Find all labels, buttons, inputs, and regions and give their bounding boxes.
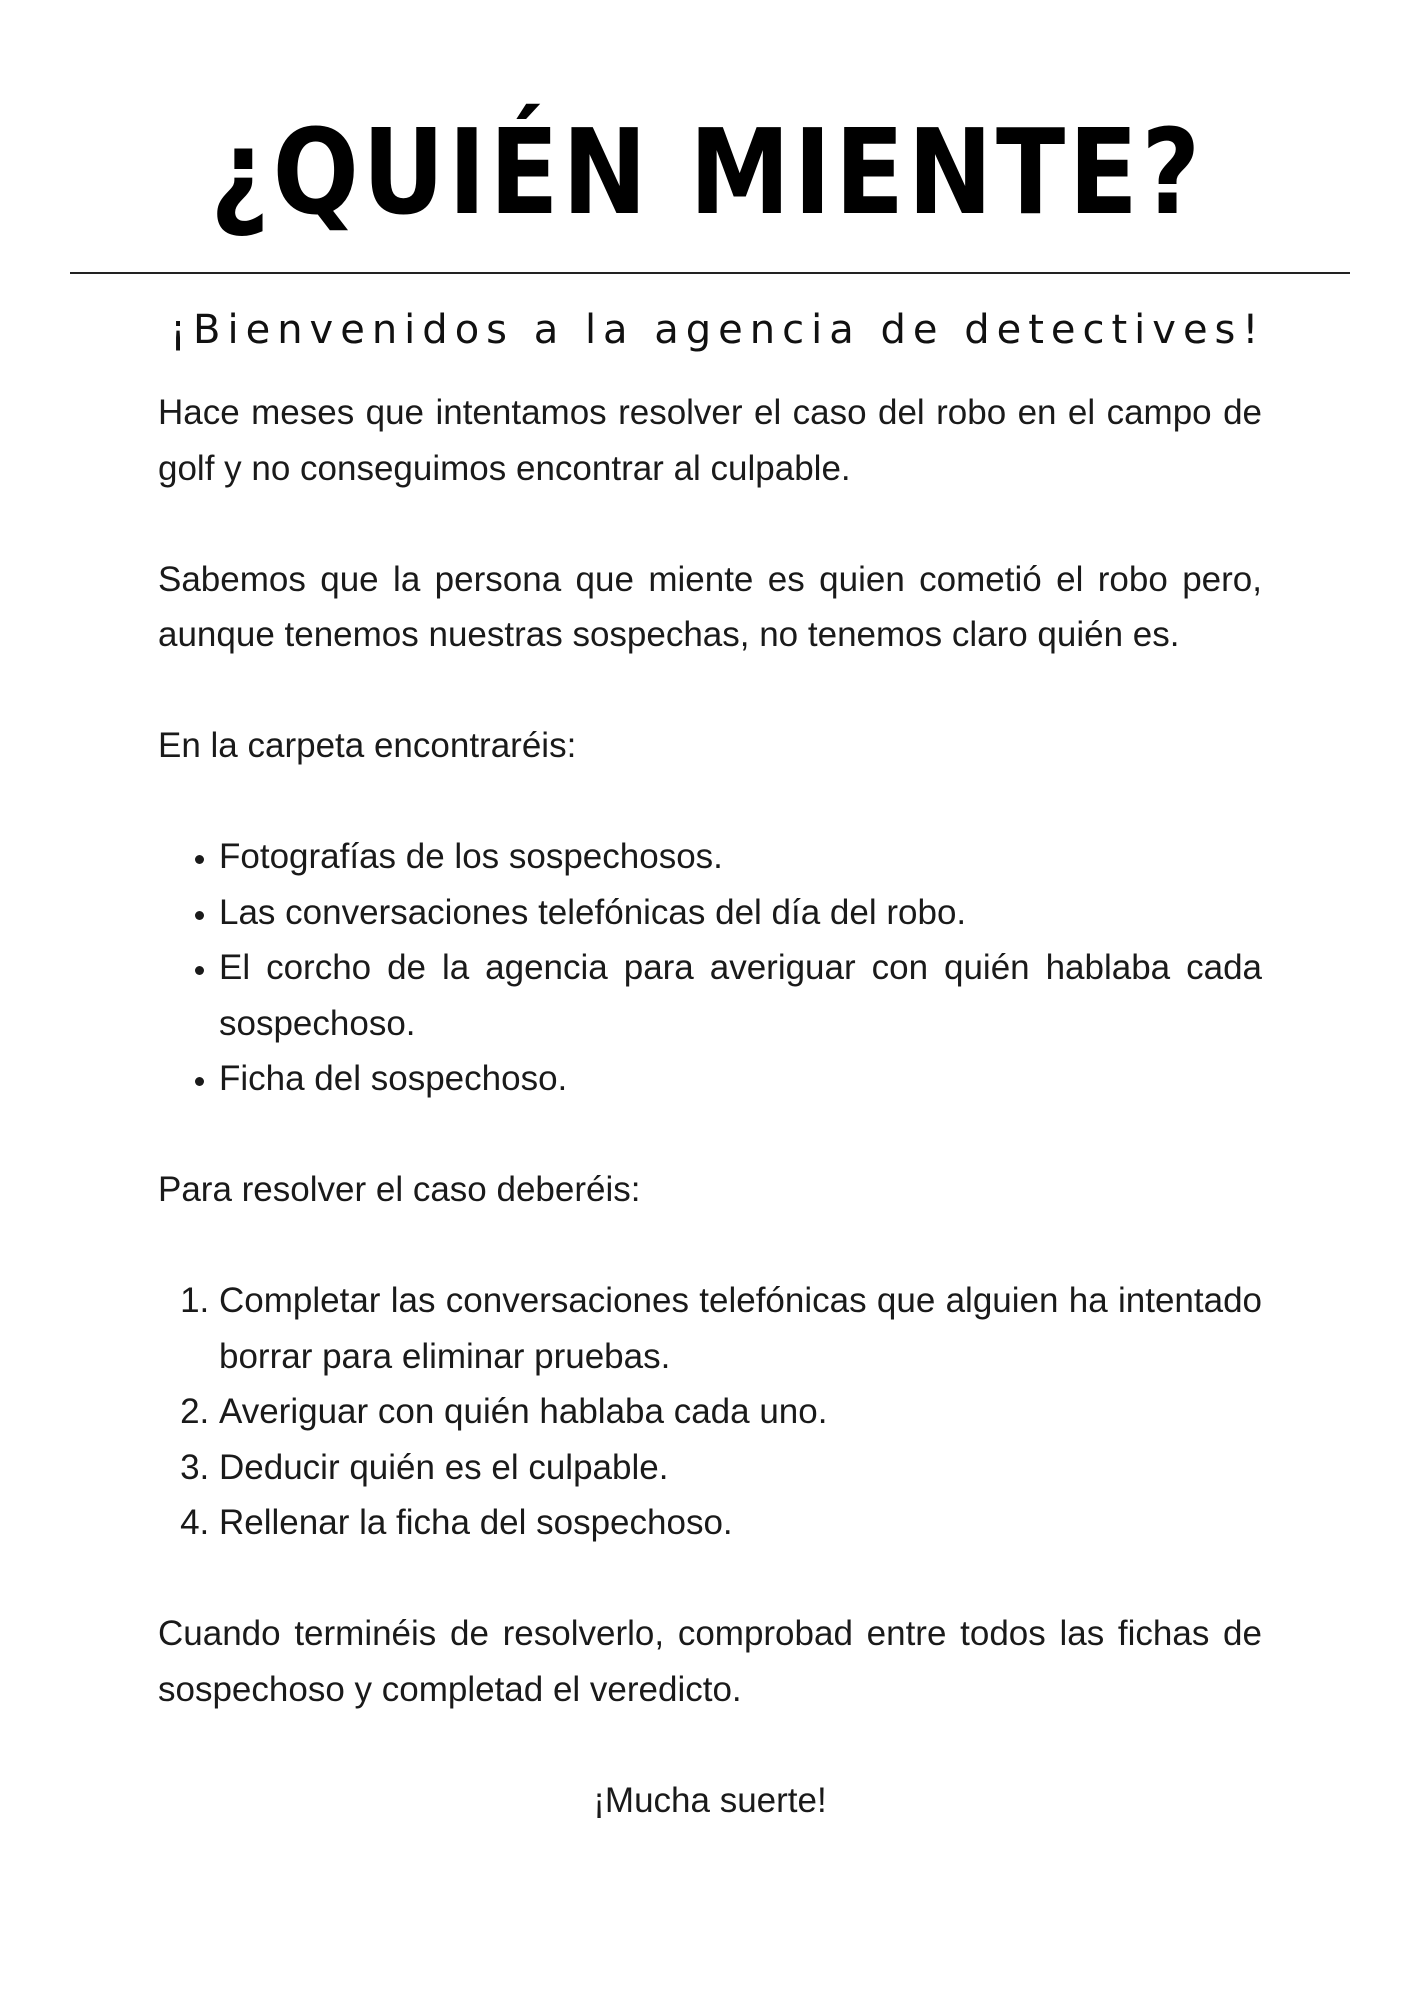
liar-paragraph: Sabemos que la persona que miente es quien cometió el robo pero, aunque tenemos nuestras sospechas, no tenemos claro quién es.: [158, 559, 1262, 654]
list-item: • Las conversaciones telefónicas del día del robo.: [219, 885, 1262, 941]
document-body: [158, 385, 1262, 1828]
closing-line: ¡Mucha suerte!: [593, 1780, 827, 1820]
folder-heading: En la carpeta encontraréis:: [158, 726, 577, 765]
list-item: • El corcho de la agencia para averiguar con quién hablaba cada sospechoso.: [219, 940, 1262, 1051]
folder-items-list: [158, 829, 1262, 1107]
list-item: • Ficha del sospechoso.: [219, 1051, 1262, 1107]
step-item: 1. Completar las conversaciones telefónicas que alguien ha intentado borrar para eliminar pruebas.: [219, 1273, 1262, 1384]
step-item: 4. Rellenar la ficha del sospechoso.: [219, 1495, 1262, 1551]
page-title: ¿QUIÉN MIENTE?: [210, 103, 1204, 241]
finish-paragraph: Cuando terminéis de resolverlo, comprobad entre todos las fichas de sospechoso y completad el veredicto.: [158, 1614, 1262, 1709]
intro-paragraph: Hace meses que intentamos resolver el caso del robo en el campo de golf y no conseguimos encontrar al culpable.: [158, 393, 1262, 488]
title-divider: [70, 272, 1350, 274]
steps-heading: Para resolver el caso deberéis:: [158, 1170, 641, 1209]
steps-list: [158, 1273, 1262, 1551]
step-item: 3. Deducir quién es el culpable.: [219, 1440, 1262, 1496]
list-item: • Fotografías de los sospechosos.: [219, 829, 1262, 885]
welcome-subtitle: ¡Bienvenidos a la agencia de detectives!: [170, 307, 1266, 353]
step-item: 2. Averiguar con quién hablaba cada uno.: [219, 1384, 1262, 1440]
